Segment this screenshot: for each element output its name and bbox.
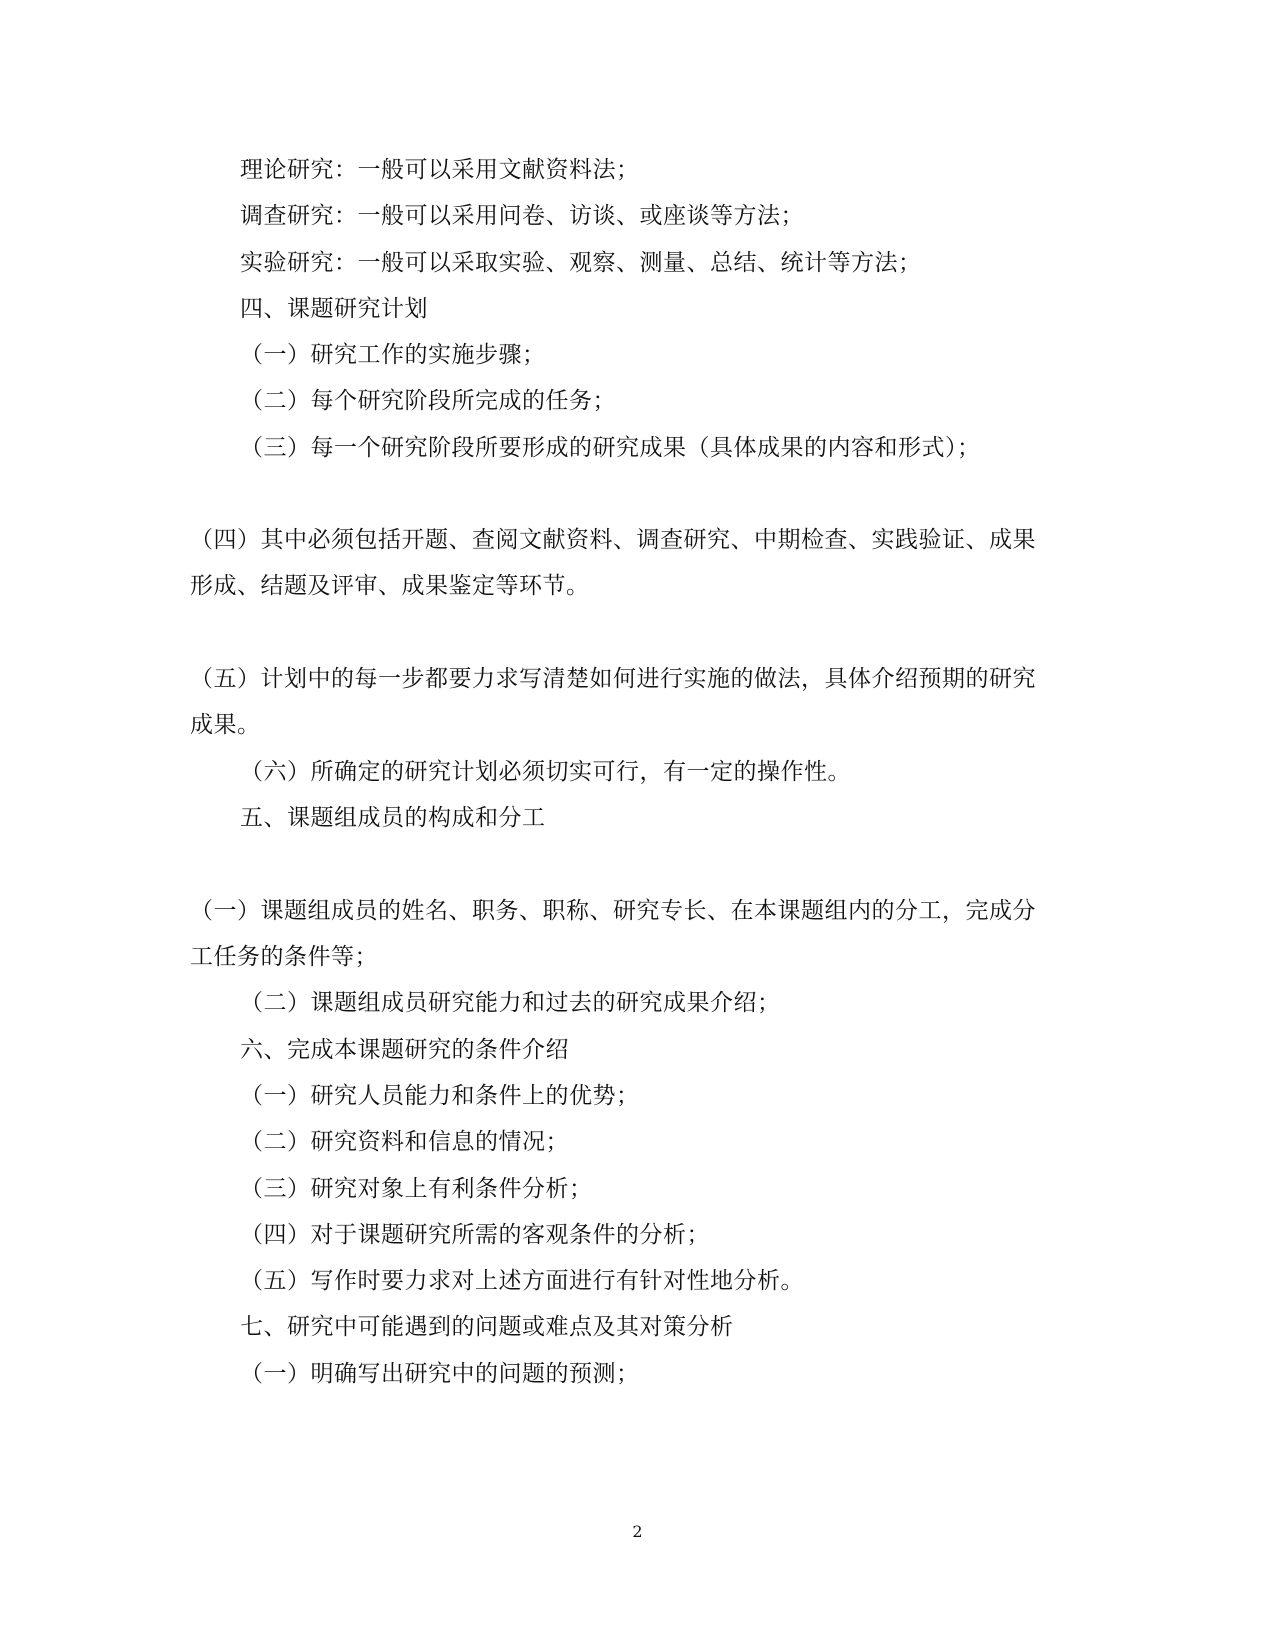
list-item-4-1: （一）研究工作的实施步骤； bbox=[240, 342, 546, 368]
text-line-survey-research: 调查研究：一般可以采用问卷、访谈、或座谈等方法； bbox=[240, 203, 804, 229]
list-item-6-1: （一）研究人员能力和条件上的优势； bbox=[240, 1083, 640, 1109]
list-item-6-5: （五）写作时要力求对上述方面进行有针对性地分析。 bbox=[240, 1268, 804, 1294]
section-heading-6: 六、完成本课题研究的条件介绍 bbox=[240, 1037, 569, 1063]
list-item-4-6: （六）所确定的研究计划必须切实可行，有一定的操作性。 bbox=[240, 759, 851, 785]
list-item-5-2: （二）课题组成员研究能力和过去的研究成果介绍； bbox=[240, 990, 781, 1016]
list-item-6-3: （三）研究对象上有利条件分析； bbox=[240, 1176, 593, 1202]
list-item-4-4-line-1: （四）其中必须包括开题、查阅文献资料、调查研究、中期检查、实践验证、成果 bbox=[190, 527, 1036, 553]
section-heading-5: 五、课题组成员的构成和分工 bbox=[240, 805, 546, 831]
section-heading-4: 四、课题研究计划 bbox=[240, 296, 428, 322]
section-heading-7: 七、研究中可能遇到的问题或难点及其对策分析 bbox=[240, 1314, 734, 1340]
text-line-theory-research: 理论研究：一般可以采用文献资料法； bbox=[240, 157, 640, 183]
text-line-experiment-research: 实验研究：一般可以采取实验、观察、测量、总结、统计等方法； bbox=[240, 250, 922, 276]
page-number: 2 bbox=[632, 1522, 643, 1541]
list-item-4-3: （三）每一个研究阶段所要形成的研究成果（具体成果的内容和形式）； bbox=[240, 435, 981, 461]
list-item-6-2: （二）研究资料和信息的情况； bbox=[240, 1129, 569, 1155]
list-item-5-1-line-1: （一）课题组成员的姓名、职务、职称、研究专长、在本课题组内的分工，完成分 bbox=[190, 898, 1036, 924]
list-item-4-2: （二）每个研究阶段所完成的任务； bbox=[240, 388, 616, 414]
list-item-7-1: （一）明确写出研究中的问题的预测； bbox=[240, 1361, 640, 1387]
list-item-4-5-line-1: （五）计划中的每一步都要力求写清楚如何进行实施的做法，具体介绍预期的研究 bbox=[190, 666, 1036, 692]
list-item-5-1-line-2: 工任务的条件等； bbox=[190, 944, 378, 970]
list-item-4-4-line-2: 形成、结题及评审、成果鉴定等环节。 bbox=[190, 573, 590, 599]
list-item-4-5-line-2: 成果。 bbox=[190, 712, 261, 738]
list-item-6-4: （四）对于课题研究所需的客观条件的分析； bbox=[240, 1222, 710, 1248]
